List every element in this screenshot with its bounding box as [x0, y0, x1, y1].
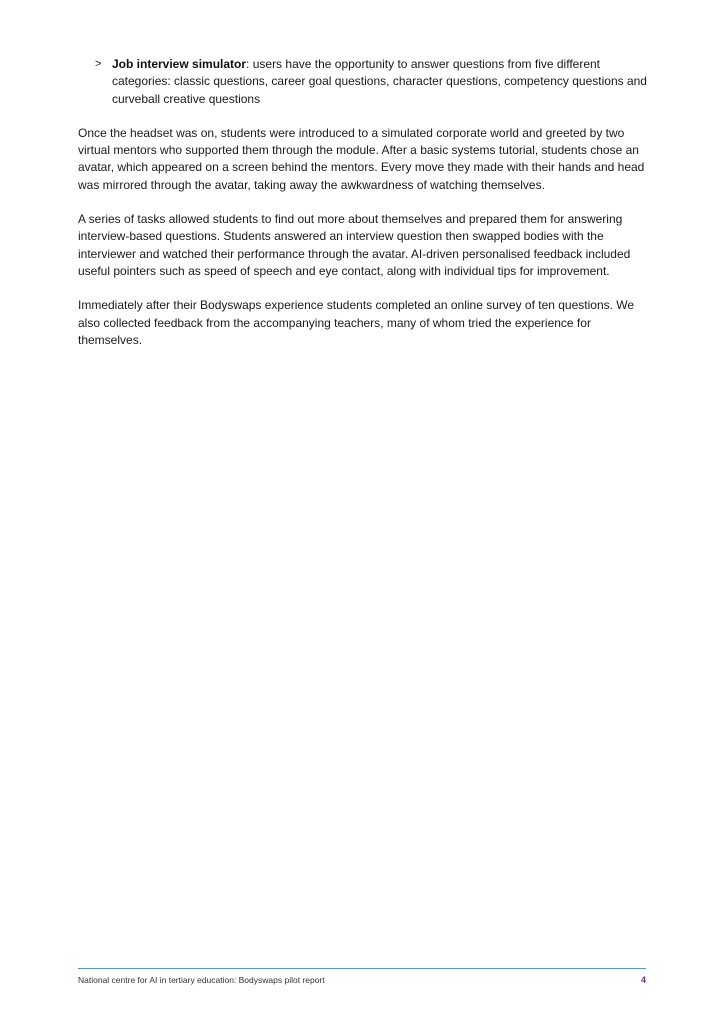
- paragraph-tasks-feedback: A series of tasks allowed students to find out more about themselves and prepared them for answering interview-based questions. Students answered an interview question then swapped bodies with the interviewer and watched their performance through the avatar. AI-driven personalised feedback included useful pointers such as speed of speech and eye contact, along with individual tips for improvement.: [78, 212, 631, 278]
- bullet-description: : users have the opportunity to answer questions from five different categories: classic questions, career goal questions, character questions, competency questions and curveball creative questions: [112, 57, 647, 106]
- paragraph-headset-intro: Once the headset was on, students were introduced to a simulated corporate world and greeted by two virtual mentors who supported them through the module. After a basic systems tutorial, students chose an avatar, which appeared on a screen behind the mentors. Every move they made with their hands and head was mirrored through the avatar, taking away the awkwardness of watching themselves.: [78, 125, 645, 192]
- bullet-item-job-interview-simulator: [78, 56, 648, 108]
- page-number: 4: [640, 975, 646, 985]
- footer-report-title: National centre for AI in tertiary education: Bodyswaps pilot report: [78, 975, 325, 985]
- document-body: [78, 56, 648, 366]
- bullet-term: Job interview simulator: [112, 57, 247, 71]
- page-footer: [78, 968, 646, 985]
- paragraph-survey: Immediately after their Bodyswaps experience students completed an online survey of ten questions. We also collected feedback from the accompanying teachers, many of whom tried the experience for themselves.: [78, 298, 635, 347]
- bullet-marker: >: [95, 58, 102, 70]
